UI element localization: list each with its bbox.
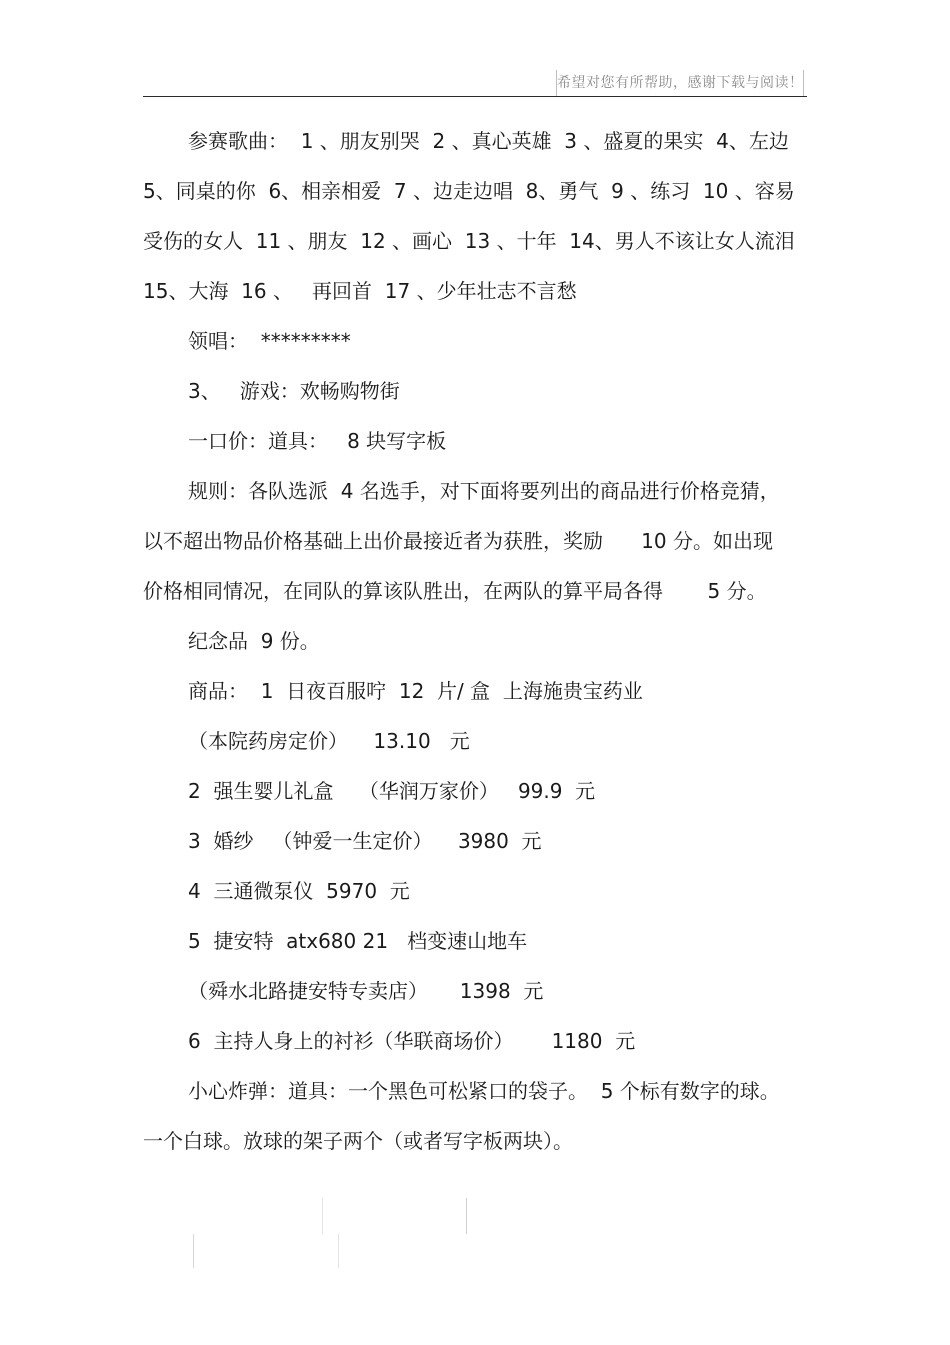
body-line: 价格相同情况，在同队的算该队胜出，在两队的算平局各得 5 分。 xyxy=(143,579,767,603)
body-line: 5 捷安特 atx680 21 档变速山地车 xyxy=(188,929,528,953)
body-line: 领唱： ********* xyxy=(188,329,351,353)
body-line: 3 婚纱 （钟爱一生定价） 3980 元 xyxy=(188,829,542,853)
scan-artifact-line xyxy=(193,1234,194,1268)
body-line: 以不超出物品价格基础上出价最接近者为获胜，奖励 10 分。如出现 xyxy=(143,529,773,553)
scan-artifact-line xyxy=(322,1198,323,1234)
body-line: 6 主持人身上的衬衫（华联商场价） 1180 元 xyxy=(188,1029,636,1053)
body-line: （舜水北路捷安特专卖店） 1398 元 xyxy=(188,979,544,1003)
body-line: （本院药房定价） 13.10 元 xyxy=(188,729,470,753)
body-line: 2 强生婴儿礼盒 （华润万家价） 99.9 元 xyxy=(188,779,596,803)
body-line: 小心炸弹：道具：一个黑色可松紧口的袋子。 5 个标有数字的球。 xyxy=(188,1079,780,1103)
document-body xyxy=(143,116,807,1166)
header-stamp: 希望对您有所帮助，感谢下载与阅读！ xyxy=(556,70,804,96)
scan-artifact-line xyxy=(466,1198,467,1234)
body-line: 4 三通微泵仪 5970 元 xyxy=(188,879,410,903)
body-line: 商品： 1 日夜百服咛 12 片/ 盒 上海施贵宝药业 xyxy=(188,679,643,703)
scan-artifact-line xyxy=(338,1234,339,1268)
body-line: 纪念品 9 份。 xyxy=(188,629,320,653)
body-line: 受伤的女人 11 、朋友 12 、画心 13 、十年 14、男人不该让女人流泪 xyxy=(143,229,795,253)
body-line: 5、同桌的你 6、相亲相爱 7 、边走边唱 8、勇气 9 、练习 10 、容易 xyxy=(143,179,795,203)
body-line: 规则：各队选派 4 名选手，对下面将要列出的商品进行价格竞猜， xyxy=(188,479,780,503)
body-line: 参赛歌曲： 1 、朋友别哭 2 、真心英雄 3 、盛夏的果实 4、左边 xyxy=(188,129,789,153)
body-line: 3、 游戏：欢畅购物街 xyxy=(188,379,400,403)
body-line: 一口价：道具： 8 块写字板 xyxy=(188,429,447,453)
body-line: 一个白球。放球的架子两个（或者写字板两块）。 xyxy=(143,1129,573,1153)
header-divider xyxy=(143,96,807,97)
body-line: 15、大海 16 、 再回首 17 、少年壮志不言愁 xyxy=(143,279,577,303)
